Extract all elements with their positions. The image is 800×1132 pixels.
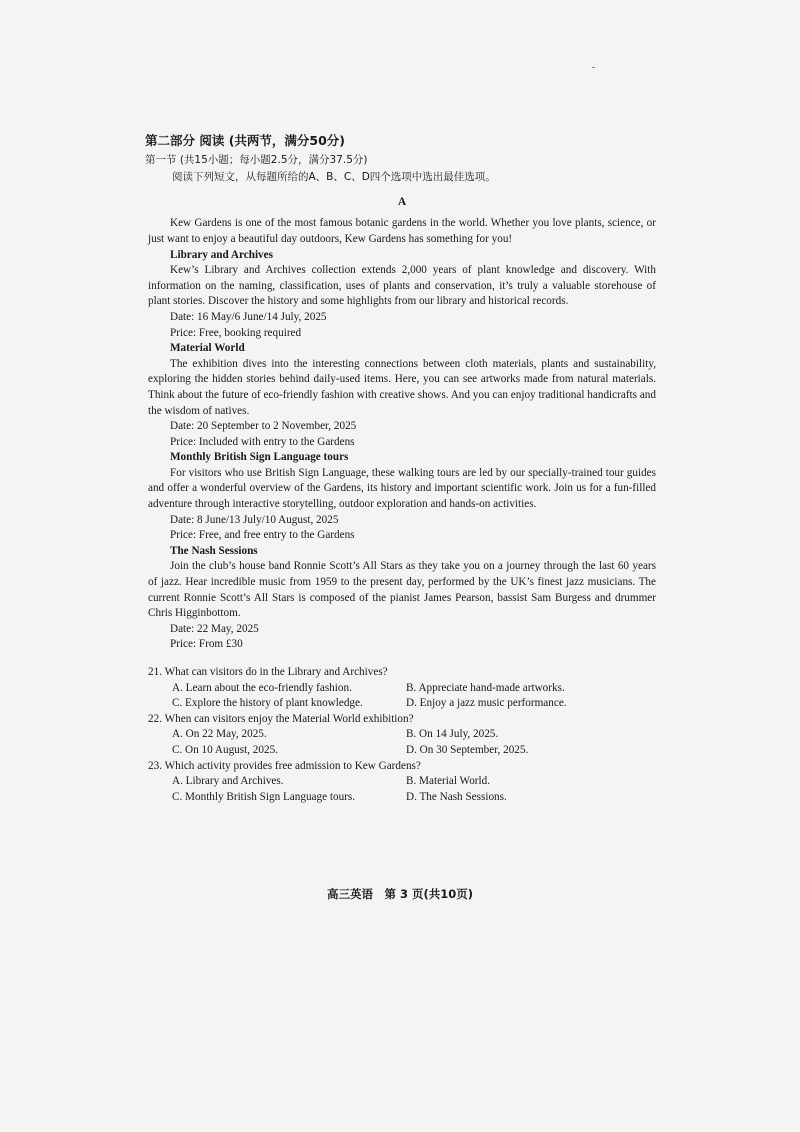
option-b: B. Material World. [406, 775, 491, 788]
question-23 [148, 759, 656, 806]
event-date: Date: 8 June/13 July/10 August, 2025 [170, 513, 339, 526]
event-price: Price: Free, booking required [170, 326, 302, 339]
question-stem: 22. When can visitors enjoy the Material World exhibition? [148, 712, 414, 725]
question-21 [148, 665, 656, 712]
question-22 [148, 712, 656, 759]
event-body: For visitors who use British Sign Language, these walking tours are led by our specially-trained tour guides and offer a wonderful overview of the Gardens, its history and important scientific work. Join us for a fun-filled adventure through interactive storytelling, outdoor exploration and hands-on activities. [148, 466, 656, 511]
passage-intro: Kew Gardens is one of the most famous botanic gardens in the world. Whether you love plants, science, or just want to enjoy a beautiful day outdoors, Kew Gardens has something for you! [148, 217, 656, 245]
subsection-title: 第一节 (共15小题；每小题2.5分，满分37.5分) [145, 153, 368, 166]
option-row [148, 727, 656, 743]
option-b: B. Appreciate hand-made artworks. [406, 681, 565, 694]
page-footer: 高三英语 第 3 页(共10页) [326, 887, 474, 901]
option-a: A. On 22 May, 2025. [172, 728, 267, 741]
event-body: Join the club’s house band Ronnie Scott’s All Stars as they take you on a journey through the last 60 years of jazz. Hear incredible music from 1959 to the present day, performed by the UK’s finest jazz musicians. The current Ronnie Scott’s All Stars is composed of the pianist James Pearson, bassist Sam Burgess and drummer Chris Higginbottom. [148, 560, 656, 620]
option-c: C. Explore the history of plant knowledge. [172, 697, 363, 710]
option-d: D. On 30 September, 2025. [406, 743, 529, 756]
scan-speck [592, 67, 595, 68]
option-c: C. On 10 August, 2025. [172, 743, 278, 756]
option-row [148, 774, 656, 790]
question-stem: 23. Which activity provides free admission to Kew Gardens? [148, 759, 421, 772]
option-d: D. The Nash Sessions. [406, 790, 507, 803]
event-body: The exhibition dives into the interesting connections between cloth materials, plants and sustainability, exploring the hidden stories behind daily-used items. Here, you can see artworks made from natural materials. Think about the future of eco-friendly fashion with creative shows. And you can enjoy traditional handicrafts and the wisdom of natives. [148, 357, 656, 417]
event-price: Price: From £30 [170, 638, 243, 651]
option-row [148, 696, 656, 712]
option-row [148, 681, 656, 697]
option-row [148, 743, 656, 759]
option-a: A. Library and Archives. [172, 775, 284, 788]
section-title: 第二部分 阅读 (共两节，满分50分) [145, 133, 346, 148]
passage-label: A [397, 195, 407, 208]
event-title: The Nash Sessions [170, 544, 258, 557]
event-price: Price: Free, and free entry to the Gardens [170, 529, 355, 542]
page-content [145, 133, 656, 805]
event-title: Material World [170, 342, 245, 355]
event-price: Price: Included with entry to the Gardens [170, 435, 355, 448]
event-material-world [148, 341, 656, 450]
option-c: C. Monthly British Sign Language tours. [172, 790, 356, 803]
event-library-archives [148, 248, 656, 342]
option-d: D. Enjoy a jazz music performance. [406, 697, 567, 710]
event-nash-sessions [148, 544, 656, 653]
option-b: B. On 14 July, 2025. [406, 728, 499, 741]
option-a: A. Learn about the eco-friendly fashion. [172, 681, 352, 694]
event-title: Library and Archives [170, 248, 273, 261]
event-date: Date: 20 September to 2 November, 2025 [170, 420, 357, 433]
event-body: Kew’s Library and Archives collection extends 2,000 years of plant knowledge and discovery. With information on the naming, classification, uses of plants and conservation, it’s truly a valuable storehouse of plant stories. Discover the history and some highlights from our library and historical records. [148, 264, 656, 308]
question-list [148, 665, 656, 805]
instruction: 阅读下列短文，从每题所给的A、B、C、D四个选项中选出最佳选项。 [172, 171, 496, 184]
question-stem: 21. What can visitors do in the Library and Archives? [148, 666, 388, 678]
event-date: Date: 22 May, 2025 [170, 622, 259, 635]
event-sign-language-tours [148, 450, 656, 544]
event-date: Date: 16 May/6 June/14 July, 2025 [170, 310, 327, 323]
option-row [148, 790, 656, 806]
event-title: Monthly British Sign Language tours [170, 451, 349, 464]
